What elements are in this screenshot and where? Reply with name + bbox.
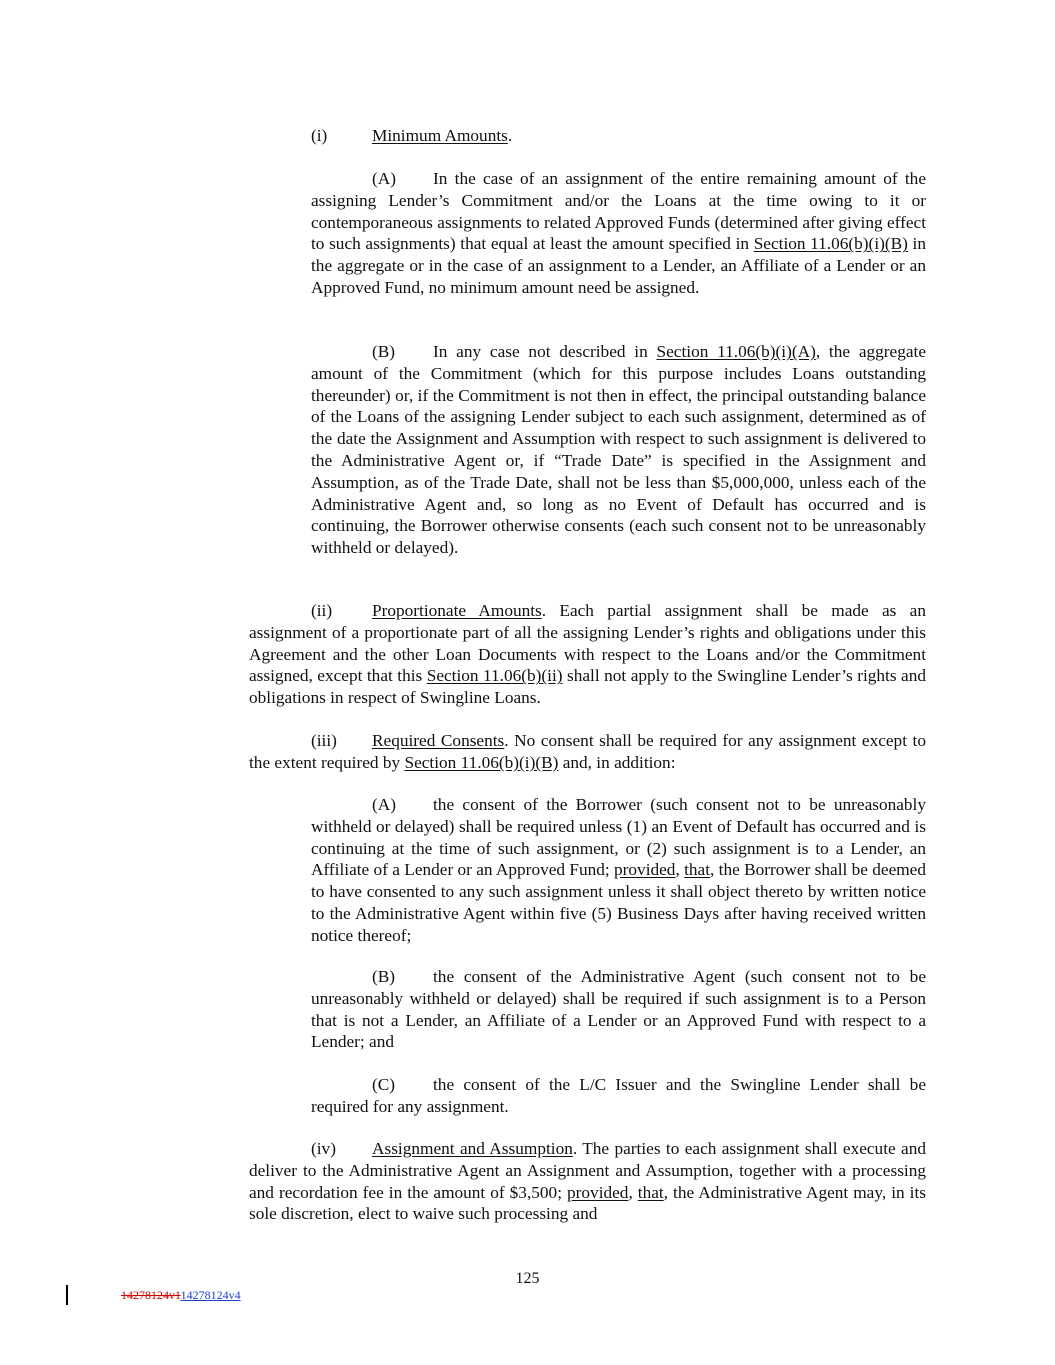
clause-title: Assignment and Assumption: [372, 1139, 573, 1158]
inserted-doc-id: 14278124v4: [180, 1288, 241, 1302]
defined-term: that: [684, 860, 711, 880]
text-run: In the case of an assignment of the entire remaining amount of the assigning Lender’s Commitment and/or the Loans at the time owing to it or contemporaneous assignments to related Approved Funds (determined after giving effect to such assignments) that equal at least the amount specified in: [311, 169, 926, 254]
clause-iii-b: [311, 966, 926, 1053]
text-run: . No consent shall be required for any assignment except to the extent required by: [249, 731, 926, 772]
text-run: , the aggregate amount of the Commitment (which for this purpose includes Loans outstanding thereunder) or, if the Commitment is not then in effect, the principal outstanding balance of the Loans of the assigning Lender subject to each such assignment, determined as of the date the Assignment and Assumption with respect to such assignment is delivered to the Administrative Agent or, if “Trade Date” is specified in the Assignment and Assumption, as of the Trade Date, shall not be less than $5,000,000, unless each of the Administrative Agent and, so long as no Event of Default has occurred and is continuing, the Borrower otherwise consents (each such consent not to be unreasonably withheld or delayed).: [311, 342, 926, 558]
section-reference: Section 11.06(b)(i)(A): [656, 342, 816, 361]
clause-label: (iv): [311, 1139, 336, 1158]
deleted-doc-id: 14278124v1: [121, 1288, 181, 1302]
clause-iii-c: [311, 1074, 926, 1118]
clause-label: (B): [372, 342, 396, 361]
clause-label: (B): [372, 967, 396, 986]
text-run: shall not apply to the Swingline Lender’s rights and obligations in respect of Swingline Loans.: [249, 666, 926, 708]
clause-title: Minimum Amounts: [372, 126, 508, 145]
clause-iii: [249, 730, 926, 774]
document-id: [121, 1288, 241, 1302]
text-run: , the Administrative Agent may, in its sole discretion, elect to waive such processing and: [249, 1182, 926, 1224]
clause-label: (iii): [311, 731, 337, 750]
clause-iii-a: [311, 794, 926, 947]
clause-ii: [249, 600, 926, 709]
clause-i-b: [311, 341, 926, 559]
page-number: 125: [515, 1270, 540, 1287]
section-reference: Section 11.06(b)(i)(B): [404, 752, 559, 772]
text-run: In any case not described in: [433, 342, 657, 361]
clause-i-heading: [311, 125, 512, 147]
text-run: . Each partial assignment shall be made as an assignment of a proportionate part of all the assigning Lender’s rights and obligations under this Agreement and the other Loan Documents with respect to the Loans and/or the Commitment assigned, except that this: [249, 601, 926, 686]
section-reference: Section 11.06(b)(i)(B): [753, 234, 908, 254]
section-reference: Section 11.06(b)(ii): [426, 666, 563, 686]
text-run: ,: [675, 860, 685, 880]
text-run: the consent of the L/C Issuer and the Swingline Lender shall be required for any assignment.: [311, 1075, 926, 1116]
text-run: the consent of the Administrative Agent (such consent not to be unreasonably withheld or delayed) shall be required if such assignment is to a Person that is not a Lender, an Affiliate of a Lender or an Approved Fund with respect to a Lender; and: [311, 967, 926, 1052]
clause-label: (A): [372, 795, 396, 814]
clause-label: (A): [372, 169, 396, 188]
clause-title: Proportionate Amounts: [372, 601, 542, 620]
clause-title-period: .: [507, 126, 513, 145]
defined-term: that: [637, 1182, 664, 1202]
clause-label: (C): [372, 1075, 396, 1094]
defined-term: provided: [567, 1182, 629, 1202]
clause-i-a: [311, 168, 926, 299]
change-bar: [66, 1285, 68, 1305]
text-run: . The parties to each assignment shall execute and deliver to the Administrative Agent an Assignment and Assumption, together with a processing and recordation fee in the amount of $3,500;: [249, 1139, 926, 1202]
clause-label: (i): [311, 126, 328, 145]
clause-label: (ii): [311, 601, 333, 620]
text-run: ,: [628, 1182, 638, 1202]
clause-iv: [249, 1138, 926, 1225]
text-run: the consent of the Borrower (such consent not to be unreasonably withheld or delayed) shall be required unless (1) an Event of Default has occurred and is continuing at the time of such assignment, or (2) such assignment is to a Lender, an Affiliate of a Lender or an Approved Fund;: [311, 795, 926, 880]
clause-title: Required Consents: [372, 731, 505, 750]
defined-term: provided: [614, 860, 676, 880]
text-run: , the Borrower shall be deemed to have consented to any such assignment unless it shall object thereto by written notice to the Administrative Agent within five (5) Business Days after having received written notice thereof;: [311, 860, 926, 945]
text-run: and, in addition:: [558, 752, 676, 772]
text-run: in the aggregate or in the case of an assignment to a Lender, an Affiliate of a Lender or an Approved Fund, no minimum amount need be assigned.: [311, 234, 926, 297]
